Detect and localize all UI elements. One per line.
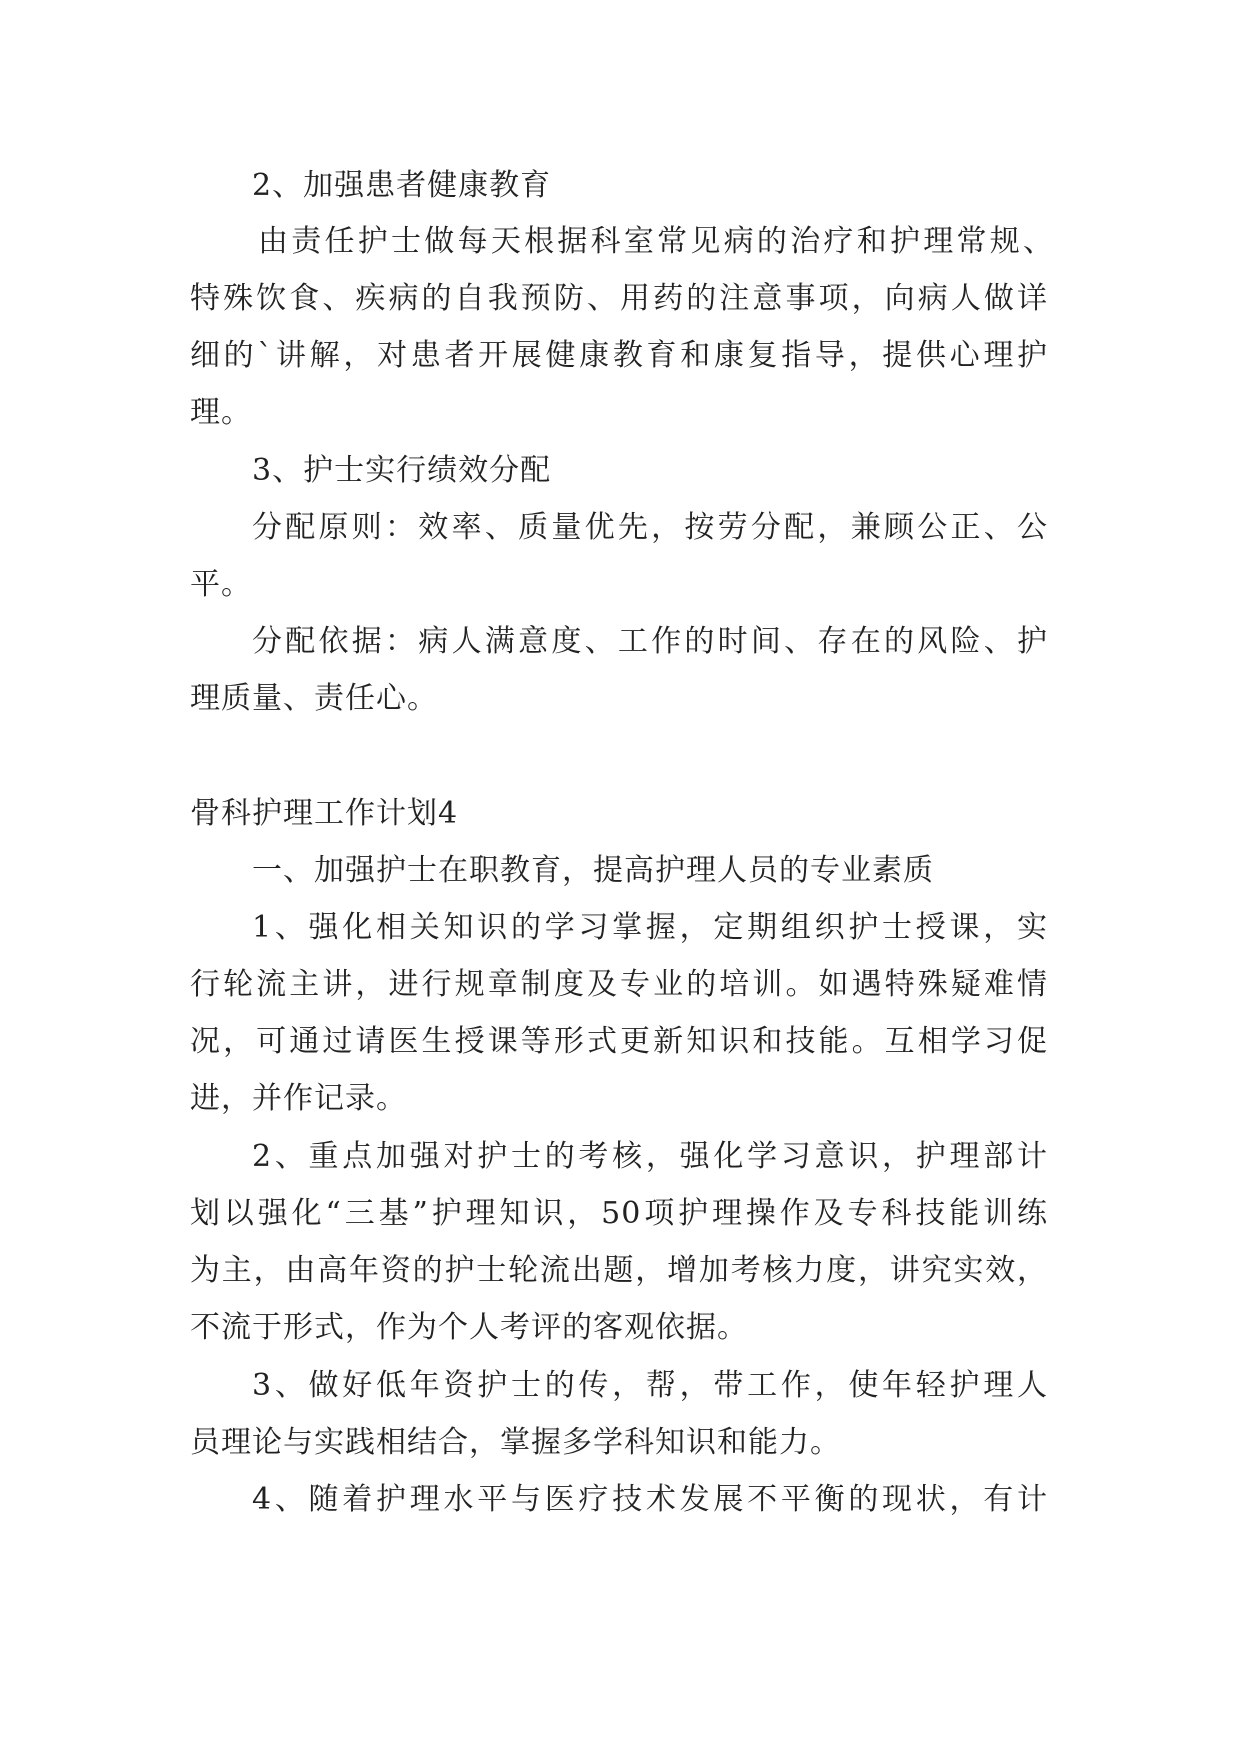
- paragraph-line: 行轮流主讲，进行规章制度及专业的培训。如遇特殊疑难情: [190, 967, 1048, 1002]
- paragraph-line: 2、重点加强对护士的考核，强化学习意识，护理部计: [252, 1139, 1048, 1174]
- paragraph-line: 理。: [190, 395, 252, 430]
- paragraph-line: 4、随着护理水平与医疗技术发展不平衡的现状，有计: [252, 1482, 1048, 1517]
- section-heading-education: 一、加强护士在职教育，提高护理人员的专业素质: [252, 853, 934, 888]
- paragraph-line: 细的`讲解，对患者开展健康教育和康复指导，提供心理护: [190, 338, 1048, 373]
- paragraph-line: 分配原则：效率、质量优先，按劳分配，兼顾公正、公: [252, 510, 1048, 545]
- paragraph-line: 况，可通过请医生授课等形式更新知识和技能。互相学习促: [190, 1024, 1048, 1059]
- paragraph-line: 进，并作记录。: [190, 1081, 407, 1116]
- paragraph-line: 特殊饮食、疾病的自我预防、用药的注意事项，向病人做详: [190, 281, 1048, 316]
- paragraph-line: 不流于形式，作为个人考评的客观依据。: [190, 1310, 748, 1345]
- paragraph-line: 员理论与实践相结合，掌握多学科知识和能力。: [190, 1425, 841, 1460]
- paragraph-line: 平。: [190, 567, 252, 602]
- paragraph-line: 理质量、责任心。: [190, 681, 438, 716]
- paragraph-line: 分配依据：病人满意度、工作的时间、存在的风险、护: [252, 624, 1048, 659]
- paragraph-line: 为主，由高年资的护士轮流出题，增加考核力度，讲究实效，: [190, 1253, 1048, 1288]
- section-heading-performance: 3、护士实行绩效分配: [252, 453, 552, 488]
- document-title: 骨科护理工作计划4: [190, 796, 459, 831]
- section-heading-health-education: 2、加强患者健康教育: [252, 168, 552, 203]
- paragraph-line: 3、做好低年资护士的传，帮，带工作，使年轻护理人: [252, 1368, 1048, 1403]
- paragraph-line: 1、强化相关知识的学习掌握，定期组织护士授课，实: [252, 910, 1048, 945]
- paragraph-line: 划以强化“三基”护理知识，50项护理操作及专科技能训练: [190, 1196, 1048, 1231]
- paragraph-line: 由责任护士做每天根据科室常见病的治疗和护理常规、: [258, 224, 1054, 259]
